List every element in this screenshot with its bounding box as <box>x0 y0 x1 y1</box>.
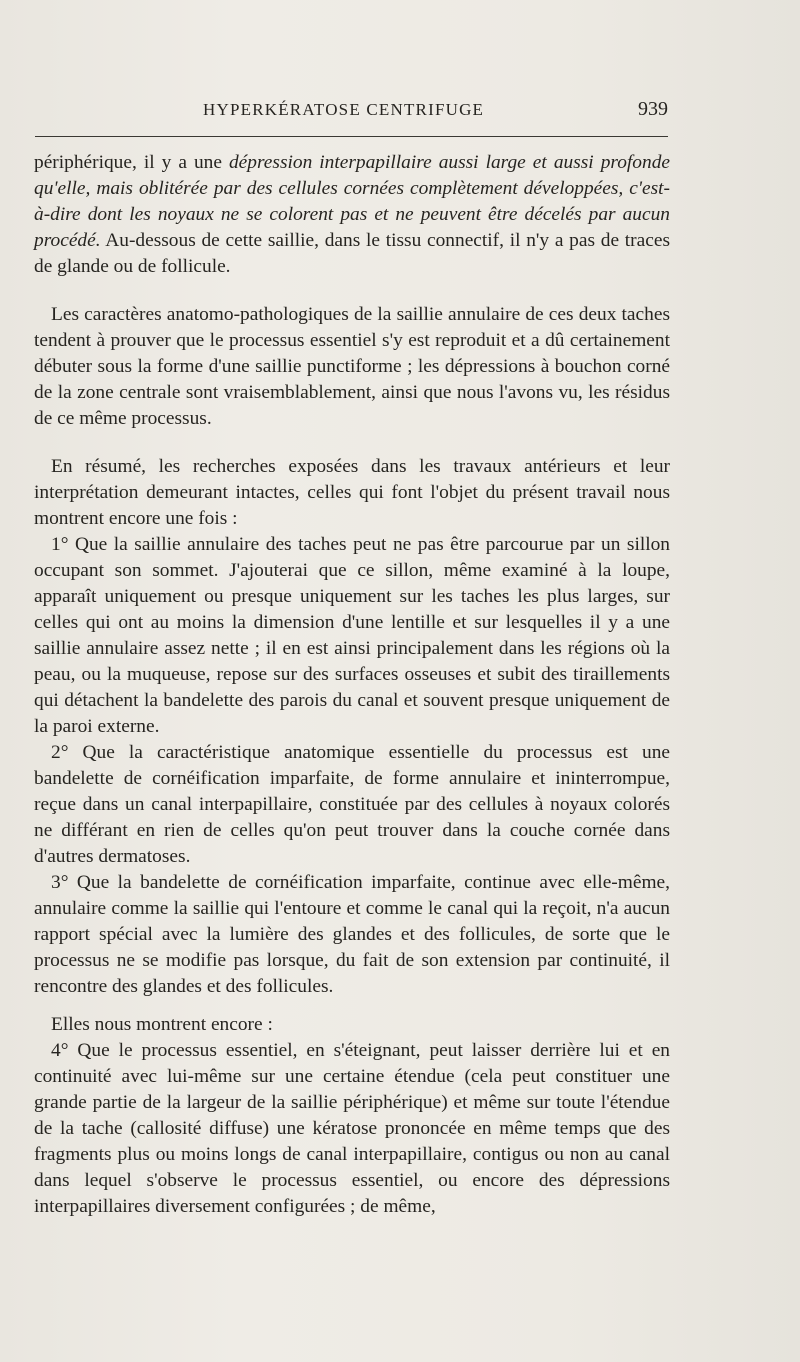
text-run: 2° Que la caractéristique anatomique essentielle du processus est une bandelette de cornéification imparfaite, de forme annulaire et ininterrompue, reçue dans un canal interpapillaire, constituée par des cellules à noyaux colorés ne différant en rien de celles qu'on peut trouver dans la couche cornée dans d'autres dermatoses. <box>34 742 670 867</box>
running-head: HYPERKÉRATOSE CENTRIFUGE <box>203 100 485 119</box>
italic-text-run: dépression interpapillaire aussi large et aussi profonde qu'elle, mais oblitérée par des cellules cornées complètement développées, c'est-à-dire dont les noyaux ne se colorent pas et ne peuvent être décelés par aucun procédé. <box>34 152 670 251</box>
paragraph <box>34 1012 670 1038</box>
text-run: En résumé, les recherches exposées dans les travaux antérieurs et leur interprétation demeurant intactes, celles qui font l'objet du présent travail nous montrent encore une fois : <box>34 456 670 529</box>
text-run: Au-dessous de cette saillie, dans le tissu connectif, il n'y a pas de traces de glande ou de follicule. <box>34 230 670 277</box>
numbered-paragraph <box>34 870 670 1000</box>
body-text <box>34 150 670 1220</box>
paragraph <box>34 454 670 532</box>
text-run: périphérique, il y a une <box>34 152 229 173</box>
text-run: Les caractères anatomo-pathologiques de la saillie annulaire de ces deux taches tendent à prouver que le processus essentiel s'y est reproduit et a dû certainement débuter sous la forme d'une saillie punctiforme ; les dépressions à bouchon corné de la zone centrale sont vraisemblablement, ainsi que nous l'avons vu, les résidus de ce même processus. <box>34 304 670 429</box>
header-rule <box>35 136 668 137</box>
text-run: Elles nous montrent encore : <box>51 1014 273 1035</box>
page-header <box>203 98 668 124</box>
text-run: 1° Que la saillie annulaire des taches peut ne pas être parcourue par un sillon occupant son sommet. J'ajouterai que ce sillon, même examiné à la loupe, apparaît uniquement ou presque uniquement sur les taches les plus larges, sur celles qui ont au moins la dimension d'une lentille et sur lesquelles il y a une saillie annulaire assez nette ; il en est ainsi principalement dans les régions où la peau, ou la muqueuse, repose sur des surfaces osseuses et subit des tiraillements qui détachent la bandelette des parois du canal et souvent presque uniquement de la paroi externe. <box>34 534 670 737</box>
numbered-paragraph <box>34 532 670 740</box>
paragraph <box>34 302 670 432</box>
page-number: 939 <box>638 98 668 120</box>
text-run: 4° Que le processus essentiel, en s'éteignant, peut laisser derrière lui et en continuité avec lui-même sur une certaine étendue (cela peut constituer une grande partie de la largeur de la saillie périphérique) et même sur toute l'étendue de la tache (callosité diffuse) une kératose prononcée en même temps que des fragments plus ou moins longs de canal interpapillaire, contigus ou non au canal dans lequel s'observe le processus essentiel, ou encore des dépressions interpapillaires diversement configurées ; de même, <box>34 1040 670 1217</box>
text-run: 3° Que la bandelette de cornéification imparfaite, continue avec elle-même, annulaire comme la saillie qui l'entoure et comme le canal qui la reçoit, n'a aucun rapport spécial avec la lumière des glandes et des follicules, de sorte que le processus ne se modifie pas lorsque, du fait de son extension par continuité, il rencontre des glandes et des follicules. <box>34 872 670 997</box>
paragraph <box>34 150 670 280</box>
numbered-paragraph <box>34 740 670 870</box>
numbered-paragraph <box>34 1038 670 1220</box>
